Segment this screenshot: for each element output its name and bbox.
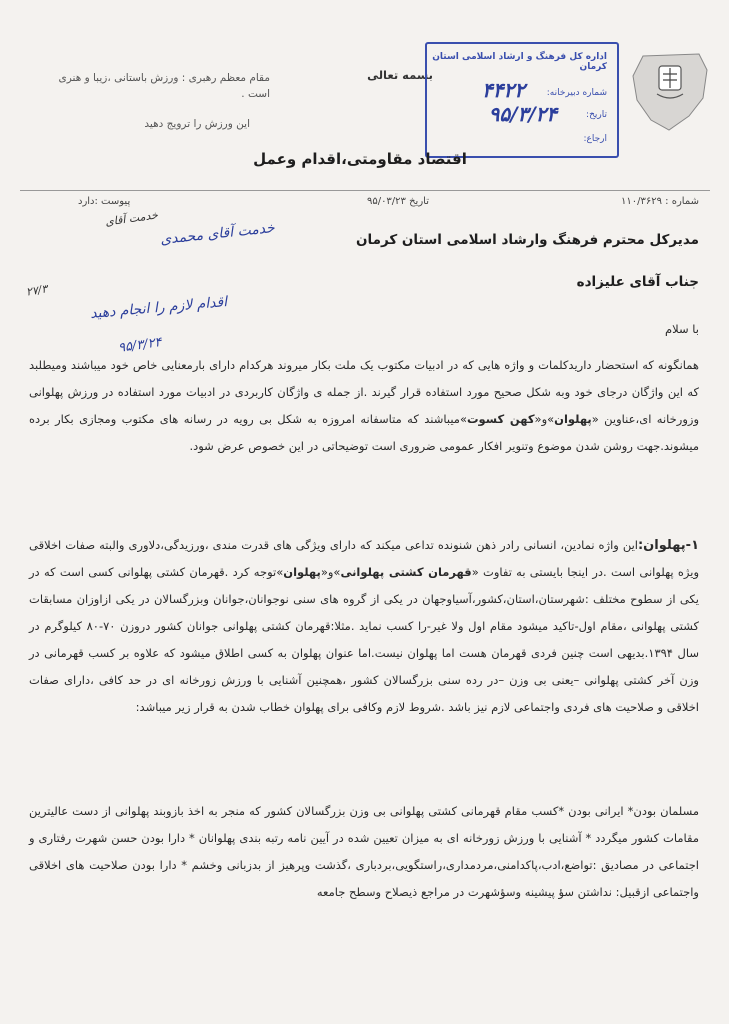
slogan: اقتصاد مقاومتی،اقدام وعمل	[253, 150, 467, 168]
stamp-title: اداره کل فرهنگ و ارشاد اسلامی استان کرمان	[432, 52, 607, 72]
quote-line-2: این ورزش را ترویج دهید	[144, 118, 250, 130]
p1-text-a: همانگونه که استحضار داریدکلمات و واژه هایی که در ادبیات مکتوب یک ملت بکار میروند هرکدام دارای بارمعنایی خاص خود میباشند ومیطلبد که این واژگان درجای خود وبه شکل صحیح مورد استفاده قرار گیرند .از جمله ی واژگان کاربردی در ادبیات مورد استفاده در ورزش پهلوانی وزورخانه ای،عناوین «	[29, 358, 700, 426]
letter-date: تاریخ ۹۵/۰۳/۲۳	[366, 196, 429, 207]
body-paragraph-3: مسلمان بودن* ایرانی بودن *کسب مقام قهرمانی کشتی پهلوانی بی وزن بزرگسالان کشور که منجر به اخذ بازوبند پهلوانی از دست عالیترین مقامات کشور میگردد * آشنایی با ورزش زورخانه ای به میزان تعیین شده در آیین نامه رتبه بندی پهلوانان * دارا بودن حسن شهرت رفتاری و اجتماعی در مصادیق :تواضع،ادب،پاکدامنی،مردمداری،راستگویی،بردباری ،گذشت وپرهیز از بدزبانی وخشم * دارا بودن صلاحیت های اخلاقی واجتماعی ازقبیل: نداشتن سؤ پیشینه وسؤشهرت در مراجع ذیصلاح وسطح جامعه	[29, 804, 699, 899]
handwritten-note-date: ۹۵/۳/۲۴	[117, 335, 163, 356]
leader-quote	[40, 70, 270, 132]
p2-term-champion: قهرمان کشتی پهلوانی	[340, 565, 472, 579]
letter-attachment: پیوست :دارد	[78, 196, 131, 207]
bismillah-heading: بسمه تعالی	[367, 68, 433, 82]
stamp-number-label: شماره دبیرخانه:	[546, 88, 607, 98]
p2-text-c: »و«	[320, 565, 341, 579]
stamp-date-label: تاریخ:	[586, 110, 607, 120]
p2-term-pahlavan: پهلوان	[283, 565, 321, 579]
addressee-name: جناب آقای علیزاده	[576, 274, 699, 290]
p1-term-kohan-kesvat: کهن کسوت	[467, 412, 535, 426]
p2-heading: ۱-پهلوان:	[637, 538, 699, 553]
p2-text-d: »توجه کرد .قهرمان کشتی پهلوانی کسی است که در یکی از سطوح مختلف :شهرستان،استان،کشور،آسیاوجهان در یکی از گروه های سنی نوجوانان،جوانان وبزرگسالان در یکی ازاوزان مسابقات کشتی پهلوانی ،مقام اول-تاکید میشود مقام اول ولا غیر-را کسب نماید .مثلا:قهرمان کشتی پهلوانی جوانان کشور دروزن ۷۰-۸۰ کیلوگرم در سال ۱۳۹۴.بدیهی است چنین فردی قهرمان هست اما پهلوان نیست.اما عنوان پهلوان به کسی اطلاق میشود که علاوه بر کسب قهرمانی در وزن آخر کشتی پهلوانی –یعنی بی وزن –در رده سنی بزرگسالان کشور ،همچنین آشنایی با ورزش زورخانه ای در حد کافی ،دارای صفات اخلاقی و صلاحیت های فردی واجتماعی لازم نیز باشد .شروط لازم وکافی برای پهلوان خطاب شدن به قرار زیر میباشد:	[29, 565, 699, 714]
quote-line-1: مقام معظم رهبری : ورزش باستانی ،زیبا و هنری است .	[58, 72, 270, 100]
header-divider	[20, 190, 710, 191]
handwritten-note-instruction: اقدام لازم را انجام دهید	[89, 294, 228, 322]
p1-term-pahlavan: پهلوان	[554, 412, 592, 426]
handwritten-note-pencil: خدمت آقای	[104, 208, 159, 229]
registration-stamp	[425, 42, 619, 158]
body-paragraph-2	[29, 532, 699, 721]
p1-text-c: »و«	[534, 412, 555, 426]
letter-number: شماره : ۱۱۰/۳۶۲۹	[621, 196, 699, 207]
organization-logo	[629, 50, 711, 140]
p2-text-a: این واژه نمادین، انسانی رادر ذهن شنونده تداعی میکند که دارای ویژگی های قدرت مندی ،ورزیدگی،دلاوری والبته صفات اخلاقی ویژه پهلوانی است .در اینجا بایستی به تفاوت «	[29, 538, 699, 579]
p1-text-d: »میباشند که متاسفانه امروزه به شکل بی رویه در رسانه های مکتوب ومجازی بکار برده میشوند.جهت روشن شدن موضوع وتنویر افکار عمومی ضروری است توضیحاتی در این خصوص عرض شود.	[29, 412, 699, 453]
recipient-title: مدیرکل محترم فرهنگ وارشاد اسلامی استان کرمان	[356, 232, 699, 248]
body-paragraph-1	[29, 352, 699, 460]
handwritten-note-referral: خدمت آقای محمدی	[159, 220, 276, 248]
stamp-number-value: ۴۴۲۲	[482, 78, 525, 102]
greeting: با سلام	[665, 322, 699, 336]
stamp-date-value: ۹۵/۳/۲۴	[488, 102, 557, 126]
stamp-reference-label: ارجاع:	[583, 134, 607, 144]
handwritten-note-pencil-date: ۲۷/۳	[25, 282, 49, 299]
